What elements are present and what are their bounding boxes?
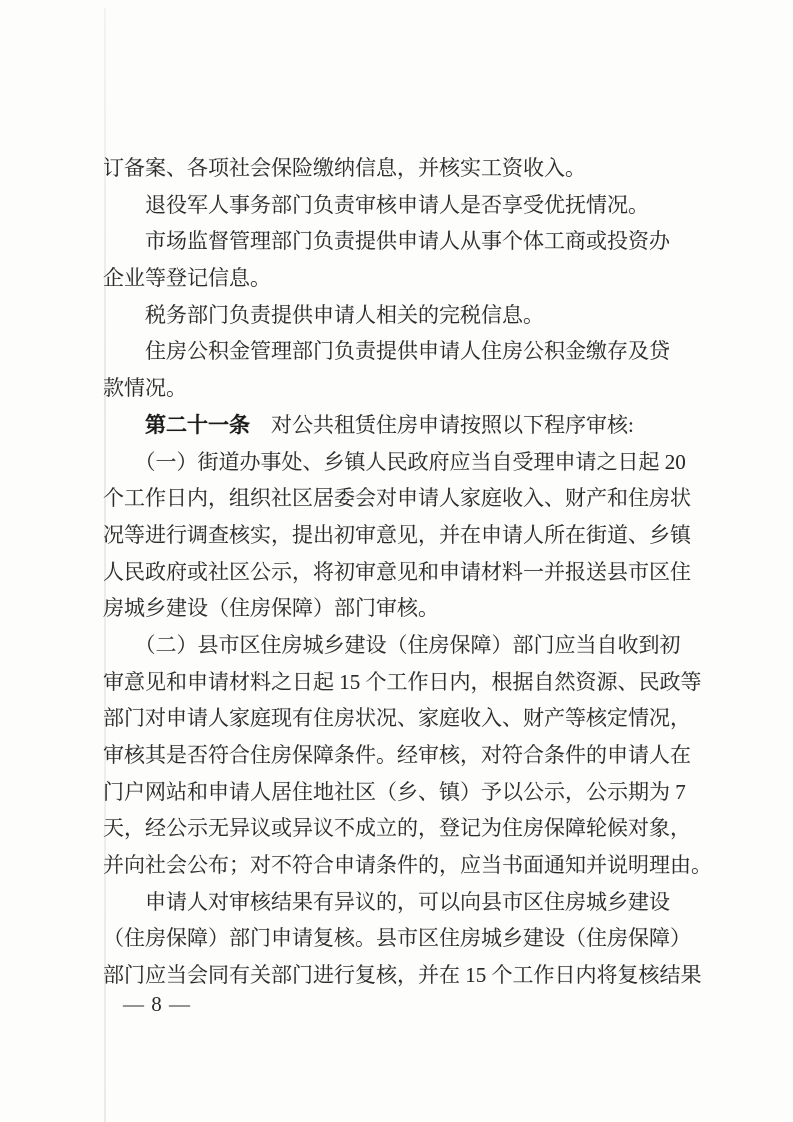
document-body [103, 150, 713, 994]
text-line: 房城乡建设（住房保障）部门审核。 [103, 596, 439, 621]
text-line: （住房保障）部门申请复核。县市区住房城乡建设（住房保障） [103, 926, 691, 951]
article-heading-line [103, 407, 713, 444]
text-line: 部门对申请人家庭现有住房状况、家庭收入、财产等核定情况， [103, 706, 691, 731]
text-line: 个工作日内，组织社区居委会对申请人家庭收入、财产和住房状 [103, 486, 691, 511]
article-heading-text: 对公共租赁住房申请按照以下程序审核: [250, 412, 634, 437]
text-line: 部门应当会同有关部门进行复核，并在 15 个工作日内将复核结果 [103, 963, 702, 988]
text-line: 住房公积金管理部门负责提供申请人住房公积金缴存及贷 [103, 339, 670, 364]
text-line: 天，经公示无异议或异议不成立的，登记为住房保障轮候对象， [103, 816, 691, 841]
text-line: 并向社会公布；对不符合申请条件的，应当书面通知并说明理由。 [103, 853, 712, 878]
text-line: 申请人对审核结果有异议的，可以向县市区住房城乡建设 [103, 889, 670, 914]
text-line: 人民政府或社区公示，将初审意见和申请材料一并报送县市区住 [103, 559, 691, 584]
article-number: 第二十一条 [103, 412, 250, 437]
text-line: 税务部门负责提供申请人相关的完税信息。 [103, 302, 544, 327]
page-number: — 8 — [123, 992, 191, 1016]
text-line: 企业等登记信息。 [103, 266, 271, 291]
text-line: 订备案、各项社会保险缴纳信息，并核实工资收入。 [103, 156, 586, 180]
text-line: （一）街道办事处、乡镇人民政府应当自受理申请之日起 20 [103, 449, 686, 474]
text-line: 市场监督管理部门负责提供申请人从事个体工商或投资办 [103, 229, 670, 254]
text-line: 审意见和申请材料之日起 15 个工作日内，根据自然资源、民政等 [103, 669, 702, 694]
text-line: 审核其是否符合住房保障条件。经审核，对符合条件的申请人在 [103, 743, 691, 767]
text-line: 门户网站和申请人居住地社区（乡、镇）予以公示，公示期为 7 [103, 779, 686, 804]
text-line: （二）县市区住房城乡建设（住房保障）部门应当自收到初 [103, 632, 681, 657]
text-line: 况等进行调查核实，提出初审意见，并在申请人所在街道、乡镇 [103, 522, 691, 547]
text-line: 款情况。 [103, 376, 187, 401]
text-line: 退役军人事务部门负责审核申请人是否享受优抚情况。 [103, 192, 649, 217]
